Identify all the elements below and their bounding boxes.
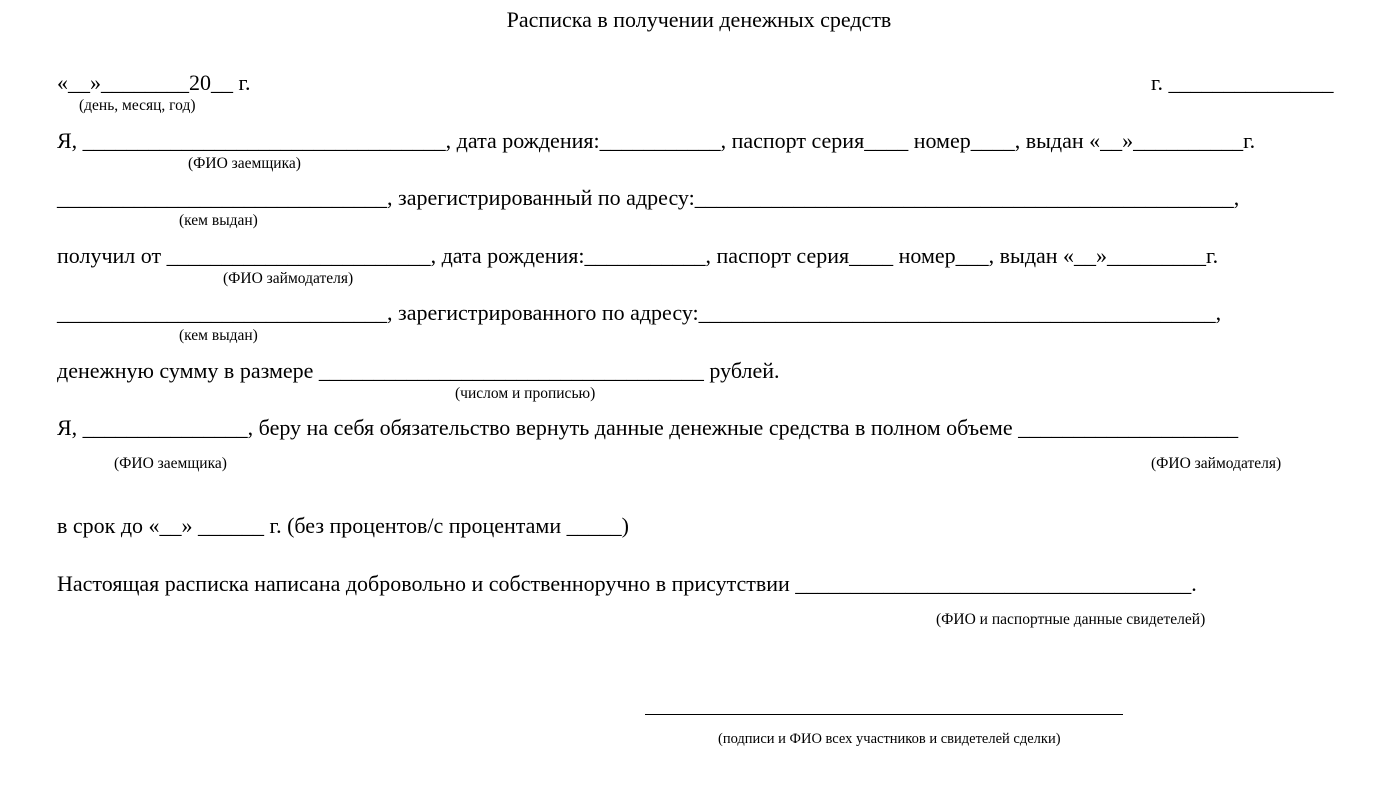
- date-line: «__»________20__ г.: [57, 70, 251, 95]
- lender-address-line: ______________________________, зарегистрированного по адресу:_______________________________________________,: [57, 300, 1222, 325]
- borrower-issued-hint: (кем выдан): [179, 212, 258, 229]
- lender-name-hint: (ФИО займодателя): [223, 270, 354, 287]
- obligation-lender-hint: (ФИО займодателя): [1151, 455, 1282, 472]
- borrower-line: Я, _________________________________, дата рождения:___________, паспорт серия____ номер____, выдан «__»__________г.: [57, 128, 1256, 153]
- witness-line: Настоящая расписка написана добровольно и собственноручно в присутствии ____________________________________.: [57, 571, 1197, 596]
- lender-issued-hint: (кем выдан): [179, 327, 258, 344]
- obligation-line: Я, _______________, беру на себя обязательство вернуть данные денежные средства в полном объеме ____________________: [57, 415, 1239, 440]
- document-title: Расписка в получении денежных средств: [506, 7, 892, 32]
- term-line: в срок до «__» ______ г. (без процентов/с процентами _____): [57, 513, 629, 538]
- signature-hint: (подписи и ФИО всех участников и свидетелей сделки): [718, 731, 1061, 747]
- date-hint: (день, месяц, год): [79, 97, 196, 114]
- signature-line: [645, 714, 1123, 715]
- witness-hint: (ФИО и паспортные данные свидетелей): [936, 611, 1206, 628]
- city-line: г. _______________: [1151, 70, 1334, 95]
- obligation-borrower-hint: (ФИО заемщика): [114, 455, 227, 472]
- amount-line: денежную сумму в размере ___________________________________ рублей.: [57, 358, 780, 383]
- lender-line: получил от ________________________, дата рождения:___________, паспорт серия____ номер___, выдан «__»_________г.: [57, 243, 1219, 268]
- borrower-name-hint: (ФИО заемщика): [188, 155, 301, 172]
- borrower-address-line: ______________________________, зарегистрированный по адресу:_________________________________________________,: [57, 185, 1240, 210]
- amount-hint: (числом и прописью): [455, 385, 596, 402]
